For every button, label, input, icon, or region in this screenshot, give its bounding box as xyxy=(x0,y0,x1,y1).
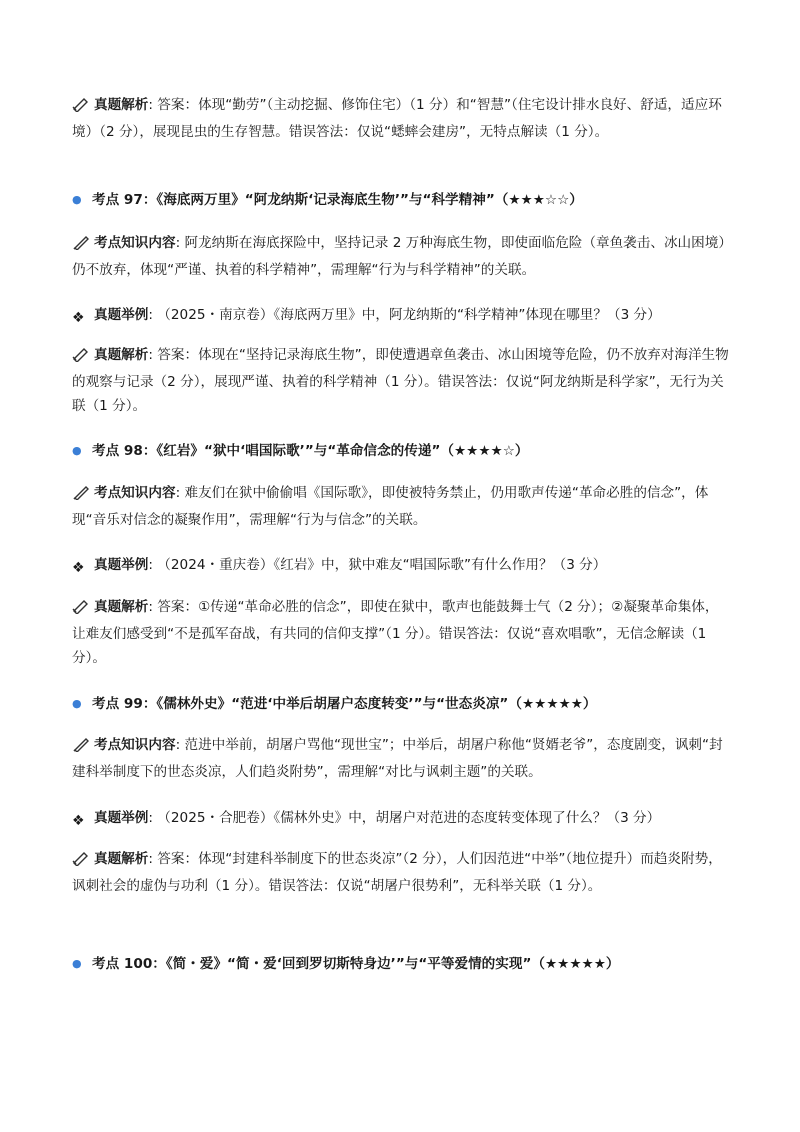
example-block: ❖ 真题举例: （2025・合肥卷）《儒林外史》中，胡屠户对范进的态度转变体现了什么？（3 分） xyxy=(72,806,732,833)
analysis-label: 真题解析 xyxy=(94,347,149,363)
analysis-text: 答案：体现“勤劳”（主动挖掘、修饰住宅）（1 分）和“智慧”（住宅设计排水良好、舒适，适应环境）（2 分），展现昆虫的生存智慧。错误答法：仅说“蟋蟀会建房”，无特点解读（1 分）。 xyxy=(72,97,722,140)
analysis-block: 真题解析: 答案：体现“封建科举制度下的世态炎凉”（2 分），人们因范进“中举”（地位提升）而趋炎附势，讽刺社会的虚伪与功利（1 分）。错误答法：仅说“胡屠户很势利”，无科举关联（1 分）。 xyxy=(72,851,722,894)
bullet-icon: ● xyxy=(72,444,82,457)
analysis-text: 答案：体现在“坚持记录海底生物”，即使遭遇章鱼袭击、冰山困境等危险，仍不放弃对海洋生物的观察与记录（2 分），展现严谨、执着的科学精神（1 分）。错误答法：仅说“阿龙纳斯是科学家”，无行为关联（1 分）。 xyxy=(72,347,729,414)
knowledge-label: 考点知识内容 xyxy=(94,485,176,501)
knowledge-text: 阿龙纳斯在海底探险中，坚持记录 2 万种海底生物，即使面临危险（章鱼袭击、冰山困境）仍不放弃，体现“严谨、执着的科学精神”，需理解“行为与科学精神”的关联。 xyxy=(72,235,732,278)
bullet-icon: ● xyxy=(72,193,82,206)
knowledge-text: 难友们在狱中偷偷唱《国际歌》，即使被特务禁止，仍用歌声传递“革命必胜的信念”，体现“音乐对信念的凝聚作用”，需理解“行为与信念”的关联。 xyxy=(72,485,709,528)
diamond-icon: ❖ xyxy=(72,813,85,829)
section-heading-100 xyxy=(72,953,732,975)
pencil-ruler-icon xyxy=(72,850,92,874)
pencil-icon xyxy=(72,736,92,760)
bullet-icon: ● xyxy=(72,957,82,970)
diamond-icon: ❖ xyxy=(72,560,85,576)
heading-text: 考点 98：《红岩》“狱中‘唱国际歌’”与“革命信念的传递”（★★★★☆） xyxy=(92,443,529,459)
pencil-ruler-icon xyxy=(72,598,92,622)
example-text: （2025・合肥卷）《儒林外史》中，胡屠户对范进的态度转变体现了什么？（3 分） xyxy=(157,810,661,826)
knowledge-block: 考点知识内容: 阿龙纳斯在海底探险中，坚持记录 2 万种海底生物，即使面临危险（章鱼袭击、冰山困境）仍不放弃，体现“严谨、执着的科学精神”，需理解“行为与科学精神”的关联。 xyxy=(72,235,732,278)
analysis-block: 真题解析: 答案：体现在“坚持记录海底生物”，即使遭遇章鱼袭击、冰山困境等危险，仍不放弃对海洋生物的观察与记录（2 分），展现严谨、执着的科学精神（1 分）。错误答法：仅说“阿龙纳斯是科学家”，无行为关联（1 分）。 xyxy=(72,347,729,414)
example-text: （2024・重庆卷）《红岩》中，狱中难友“唱国际歌”有什么作用？（3 分） xyxy=(157,557,607,573)
example-block: ❖ 真题举例: （2024・重庆卷）《红岩》中，狱中难友“唱国际歌”有什么作用？（3 分） xyxy=(72,553,732,580)
diamond-icon: ❖ xyxy=(72,310,85,326)
knowledge-text: 范进中举前，胡屠户骂他“现世宝”；中举后，胡屠户称他“贤婿老爷”，态度剧变，讽刺“封建科举制度下的世态炎凉，人们趋炎附势”，需理解“对比与讽刺主题”的关联。 xyxy=(72,737,723,780)
section-heading-98 xyxy=(72,440,732,462)
knowledge-block: 考点知识内容: 范进中举前，胡屠户骂他“现世宝”；中举后，胡屠户称他“贤婿老爷”，态度剧变，讽刺“封建科举制度下的世态炎凉，人们趋炎附势”，需理解“对比与讽刺主题”的关联。 xyxy=(72,737,723,780)
bullet-icon: ● xyxy=(72,697,82,710)
analysis-label: 真题解析 xyxy=(94,599,149,615)
section-heading-97 xyxy=(72,189,732,211)
analysis-label: 真题解析 xyxy=(94,851,149,867)
example-label: 真题举例 xyxy=(94,307,149,323)
knowledge-block: 考点知识内容: 难友们在狱中偷偷唱《国际歌》，即使被特务禁止，仍用歌声传递“革命必胜的信念”，体现“音乐对信念的凝聚作用”，需理解“行为与信念”的关联。 xyxy=(72,485,709,528)
analysis-text: 答案：体现“封建科举制度下的世态炎凉”（2 分），人们因范进“中举”（地位提升）而趋炎附势，讽刺社会的虚伪与功利（1 分）。错误答法：仅说“胡屠户很势利”，无科举关联（1 分）。 xyxy=(72,851,722,894)
example-text: （2025・南京卷）《海底两万里》中，阿龙纳斯的“科学精神”体现在哪里？（3 分） xyxy=(157,307,661,323)
heading-text: 考点 99：《儒林外史》“范进‘中举后胡屠户态度转变’”与“世态炎凉”（★★★★★） xyxy=(92,696,597,712)
knowledge-label: 考点知识内容 xyxy=(94,737,176,753)
analysis-label: 真题解析 xyxy=(94,97,149,113)
pencil-icon xyxy=(72,234,92,258)
example-block: ❖ 真题举例: （2025・南京卷）《海底两万里》中，阿龙纳斯的“科学精神”体现在哪里？（3 分） xyxy=(72,303,732,330)
pencil-ruler-icon xyxy=(72,96,92,120)
analysis-block: 真题解析: 答案：①传递“革命必胜的信念”，即使在狱中，歌声也能鼓舞士气（2 分）；②凝聚革命集体，让难友们感受到“不是孤军奋战，有共同的信仰支撑”（1 分）。错误答法：仅说“喜欢唱歌”，无信念解读（1 分）。 xyxy=(72,599,719,666)
example-label: 真题举例 xyxy=(94,557,149,573)
example-label: 真题举例 xyxy=(94,810,149,826)
pencil-ruler-icon xyxy=(72,346,92,370)
section-heading-99 xyxy=(72,693,732,715)
heading-text: 考点 97：《海底两万里》“阿龙纳斯‘记录海底生物’”与“科学精神”（★★★☆☆） xyxy=(92,192,583,208)
pencil-icon xyxy=(72,484,92,508)
analysis-block: 真题解析: 答案：体现“勤劳”（主动挖掘、修饰住宅）（1 分）和“智慧”（住宅设计排水良好、舒适，适应环境）（2 分），展现昆虫的生存智慧。错误答法：仅说“蟋蟀会建房”，无特点解读（1 分）。 xyxy=(72,97,722,140)
knowledge-label: 考点知识内容 xyxy=(94,235,176,251)
heading-text: 考点 100：《简・爱》“简・爱‘回到罗切斯特身边’”与“平等爱情的实现”（★★★★★） xyxy=(92,956,620,972)
analysis-text: 答案：①传递“革命必胜的信念”，即使在狱中，歌声也能鼓舞士气（2 分）；②凝聚革命集体，让难友们感受到“不是孤军奋战，有共同的信仰支撑”（1 分）。错误答法：仅说“喜欢唱歌”，无信念解读（1 分）。 xyxy=(72,599,719,666)
